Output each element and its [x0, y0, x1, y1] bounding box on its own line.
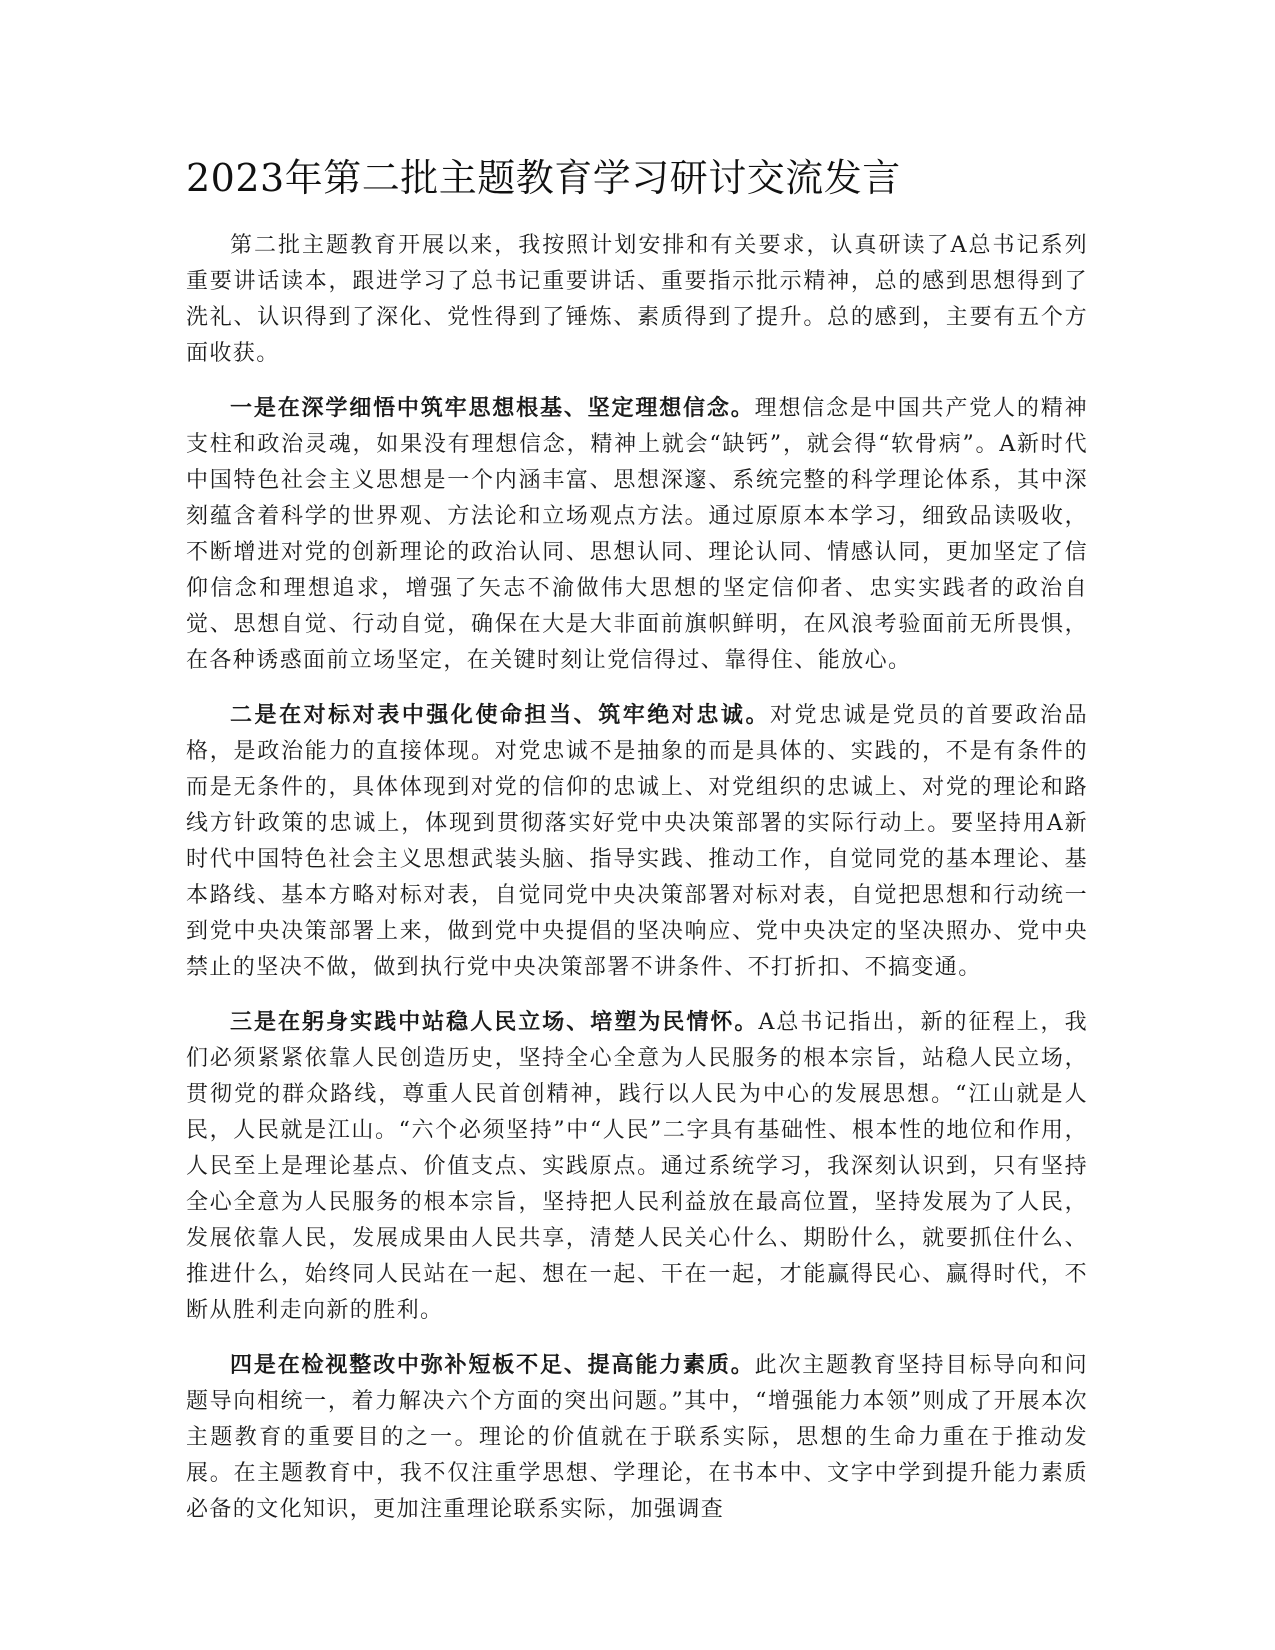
section-body-3: A总书记指出，新的征程上，我们必须紧紧依靠人民创造历史，坚持全心全意为人民服务的根本宗旨，站稳人民立场，贯彻党的群众路线，尊重人民首创精神，践行以人民为中心的发展思想。“江山就是人民，人民就是江山。“六个必须坚持”中“人民”二字具有基础性、根本性的地位和作用，人民至上是理论基点、价值支点、实践原点。通过系统学习，我深刻认识到，只有坚持全心全意为人民服务的根本宗旨，坚持把人民利益放在最高位置，坚持发展为了人民，发展依靠人民，发展成果由人民共享，清楚人民关心什么、期盼什么，就要抓住什么、推进什么，始终同人民站在一起、想在一起、干在一起，才能赢得民心、赢得时代，不断从胜利走向新的胜利。 — [186, 1010, 1088, 1323]
section-body-1: 理想信念是中国共产党人的精神支柱和政治灵魂，如果没有理想信念，精神上就会“缺钙”，就会得“软骨病”。A新时代中国特色社会主义思想是一个内涵丰富、思想深邃、系统完整的科学理论体系，其中深刻蕴含着科学的世界观、方法论和立场观点方法。通过原原本本学习，细致品读吸收，不断增进对党的创新理论的政治认同、思想认同、理论认同、情感认同，更加坚定了信仰信念和理想追求，增强了矢志不渝做伟大思想的坚定信仰者、忠实实践者的政治自觉、思想自觉、行动自觉，确保在大是大非面前旗帜鲜明，在风浪考验面前无所畏惧，在各种诱惑面前立场坚定，在关键时刻让党信得过、靠得住、能放心。 — [186, 396, 1088, 673]
section-heading-3: 三是在躬身实践中站稳人民立场、培塑为民情怀。 — [230, 1009, 759, 1035]
document-title: 2023年第二批主题教育学习研讨交流发言 — [186, 156, 901, 200]
document-body — [186, 150, 1088, 1546]
section-paragraph-1 — [186, 390, 1088, 679]
section-heading-1: 一是在深学细悟中筑牢思想根基、坚定理想信念。 — [230, 395, 755, 421]
section-body-4: 此次主题教育坚持目标导向和问题导向相统一，着力解决六个方面的突出问题。”其中，“增强能力本领”则成了开展本次主题教育的重要目的之一。理论的价值就在于联系实际，思想的生命力重在于推动发展。在主题教育中，我不仅注重学思想、学理论，在书本中、文字中学到提升能力素质必备的文化知识，更加注重理论联系实际，加强调查 — [186, 1353, 1088, 1522]
section-body-2: 对党忠诚是党员的首要政治品格，是政治能力的直接体现。对党忠诚不是抽象的而是具体的、实践的，不是有条件的而是无条件的，具体体现到对党的信仰的忠诚上、对党组织的忠诚上、对党的理论和路线方针政策的忠诚上，体现到贯彻落实好党中央决策部署的实际行动上。要坚持用A新时代中国特色社会主义思想武装头脑、指导实践、推动工作，自觉同党的基本理论、基本路线、基本方略对标对表，自觉同党中央决策部署对标对表，自觉把思想和行动统一到党中央决策部署上来，做到党中央提倡的坚决响应、党中央决定的坚决照办、党中央禁止的坚决不做，做到执行党中央决策部署不讲条件、不打折扣、不搞变通。 — [186, 703, 1088, 980]
section-heading-2: 二是在对标对表中强化使命担当、筑牢绝对忠诚。 — [230, 702, 771, 728]
section-paragraph-3 — [186, 1004, 1088, 1329]
section-heading-4: 四是在检视整改中弥补短板不足、提高能力素质。 — [230, 1352, 755, 1378]
section-paragraph-4 — [186, 1347, 1088, 1528]
intro-paragraph: 第二批主题教育开展以来，我按照计划安排和有关要求，认真研读了A总书记系列重要讲话读本，跟进学习了总书记重要讲话、重要指示批示精神，总的感到思想得到了洗礼、认识得到了深化、党性得到了锤炼、素质得到了提升。总的感到，主要有五个方面收获。 — [186, 233, 1088, 366]
section-paragraph-2 — [186, 697, 1088, 986]
